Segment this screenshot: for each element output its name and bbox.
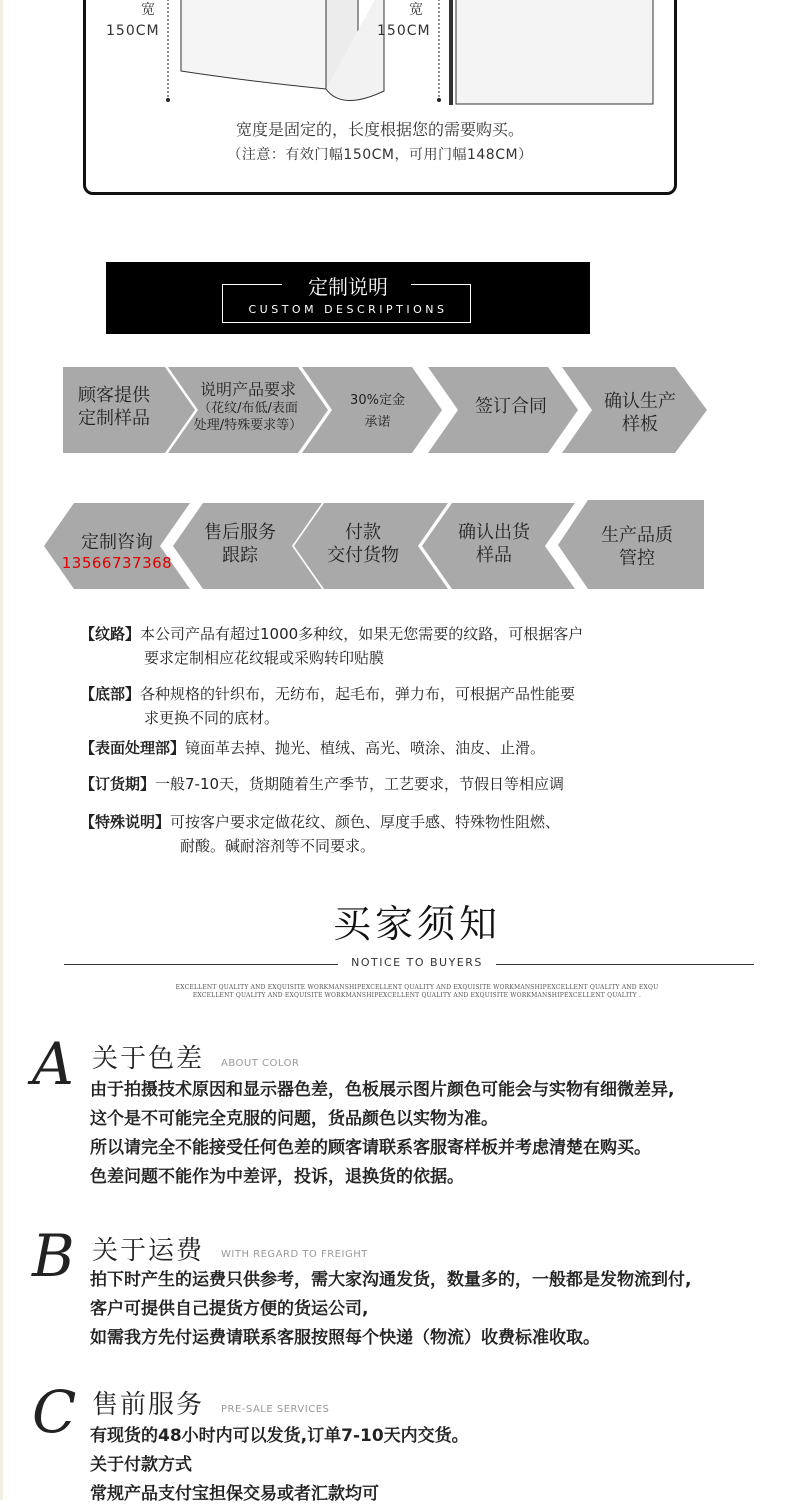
section-a-body: 由于拍摄技术原因和显示器色差，色板展示图片颜色可能会与实物有细微差异, 这个是不可能完全克服的问题，货品颜色以实物为准。 所以请完全不能接受任何色差的顾客请联系客服寄样板并考虑清楚在购买。 色差问题不能作为中差评，投诉，退换货的依据。 — [90, 1080, 675, 1187]
info-order-time: 【订货期】一般7-10天，货期随着生产季节，工艺要求，节假日等相应调 — [80, 775, 565, 793]
section-b-subtitle: WITH REGARD TO FREIGHT — [221, 1249, 368, 1260]
info-texture: 【纹路】本公司产品有超过1000多种纹，如果无您需要的纹路，可根据客户 要求定制相应花纹辊或采购转印贴膜 — [80, 625, 584, 667]
info-surface: 【表面处理部】镜面革去掉、抛光、植绒、高光、喷涂、油皮、止滑。 — [80, 739, 546, 757]
step-consultation: 定制咨询 13566737368 — [58, 531, 176, 574]
banner-title: 定制说明 — [308, 275, 388, 299]
step-confirm-shipment: 确认出货 样品 — [458, 522, 530, 567]
notice-fine-text: EXCELLENT QUALITY AND EXQUISITE WORKMANSHIPEXCELLENT QUALITY AND EXQUISITE WORKMANSHIPEXCELLENT QUALITY . — [192, 992, 642, 999]
info-special: 【特殊说明】可按客户要求定做花纹、颜色、厚度手感、特殊物性阻燃、 耐酸。碱耐溶剂等不同要求。 — [80, 813, 561, 855]
section-a-subtitle: ABOUT COLOR — [221, 1058, 300, 1069]
section-a-title: 关于色差 — [92, 1044, 205, 1074]
section-b-letter: B — [32, 1222, 75, 1290]
section-c-letter: C — [32, 1378, 77, 1446]
notice-fine-text: EXCELLENT QUALITY AND EXQUISITE WORKMANSHIPEXCELLENT QUALITY AND EXQUISITE WORKMANSHIPEXCELLENT QUALITY AND EXQU — [175, 984, 659, 991]
section-c-subtitle: PRE-SALE SERVICES — [221, 1404, 330, 1415]
banner-subtitle: CUSTOM DESCRIPTIONS — [248, 303, 448, 316]
step-deposit: 30%定金 承诺 — [350, 393, 405, 430]
process-flow — [0, 0, 800, 600]
width-label-right: 150CM — [377, 23, 431, 39]
width-label-left: 150CM — [106, 23, 160, 39]
notice-title: 买家须知 — [332, 902, 501, 946]
section-a-letter: A — [32, 1030, 74, 1098]
step-after-sales: 售后服务 跟踪 — [204, 522, 276, 567]
step-product-requirements: 说明产品要求 （花纹/布低/表面 处理/特殊要求等） — [193, 380, 303, 433]
section-b-body: 拍下时产生的运费只供参考，需大家沟通发货，数量多的，一般都是发物流到付, 客户可提供自己提货方便的货运公司, 如需我方先付运费请联系客服按照每个快递（物流）收费标准收取。 — [90, 1270, 692, 1348]
section-c-title: 售前服务 — [92, 1390, 205, 1420]
width-char-right: 宽 — [409, 2, 423, 18]
section-c-body: 有现货的48小时内可以发货,订单7-10天内交货。 关于付款方式 常规产品支付宝担保交易或者汇款均可 — [90, 1426, 469, 1504]
spec-note: 宽度是固定的，长度根据您的需要购买。 — [235, 120, 524, 139]
info-base: 【底部】各种规格的针织布，无纺布，起毛布，弹力布，可根据产品性能要 求更换不同的底材。 — [80, 685, 576, 727]
width-char-left: 宽 — [141, 2, 155, 18]
step-sign-contract: 签订合同 — [475, 396, 547, 417]
phone-number[interactable]: 13566737368 — [61, 554, 173, 573]
spec-caution: （注意：有效门幅150CM，可用门幅148CM） — [227, 147, 533, 163]
step-quality-control: 生产品质 管控 — [601, 525, 673, 570]
section-b-title: 关于运费 — [92, 1236, 205, 1266]
step-confirm-sample: 确认生产 样板 — [604, 391, 676, 436]
step-payment-delivery: 付款 交付货物 — [327, 522, 399, 567]
step-customer-sample: 顾客提供 定制样品 — [78, 385, 150, 430]
notice-subtitle: NOTICE TO BUYERS — [351, 956, 483, 969]
